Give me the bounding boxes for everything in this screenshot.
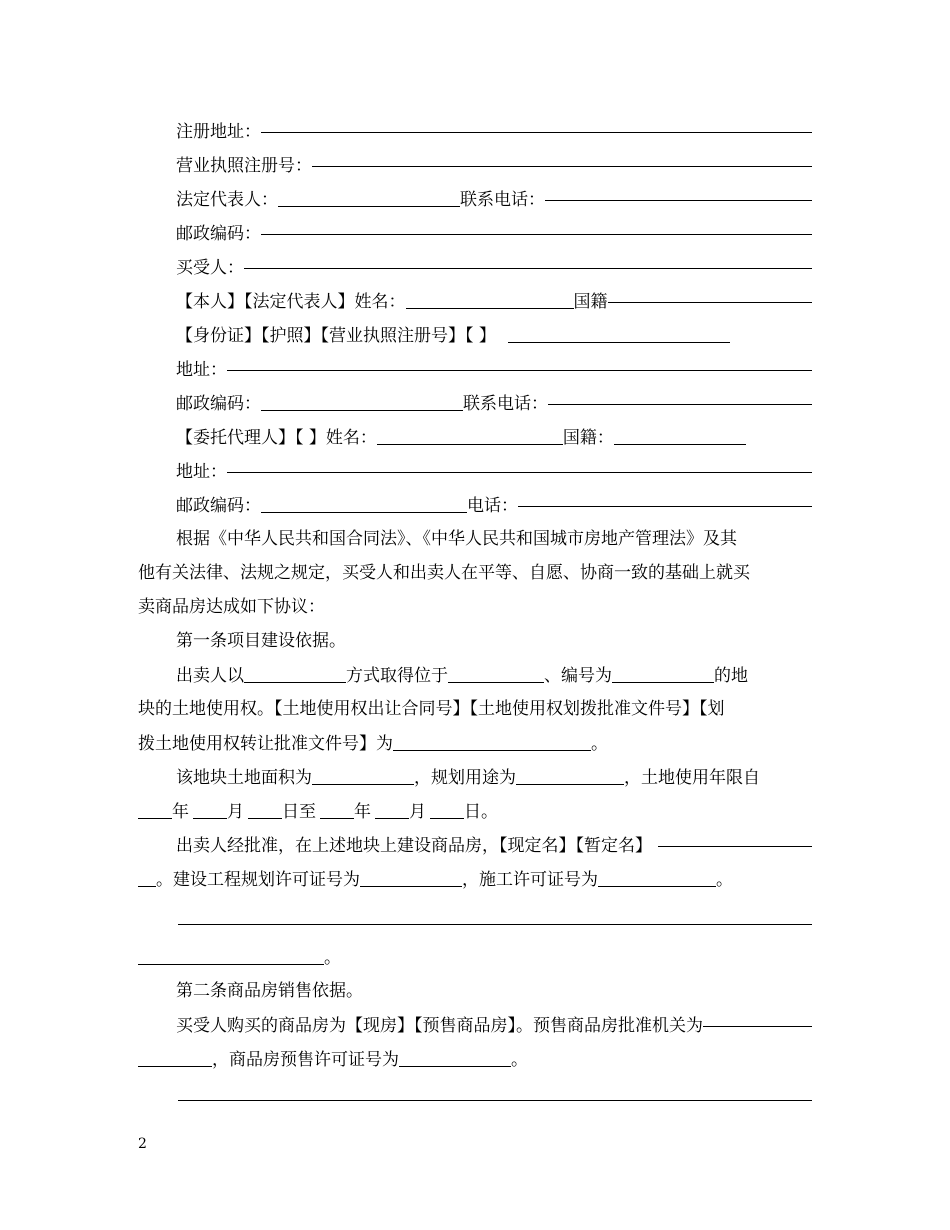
text-presale-authority: 买受人购买的商品房为【现房】【预售商品房】。预售商品房批准机关为 (176, 1016, 703, 1036)
text-planning-permit: 。建设工程规划许可证号为 (156, 870, 360, 890)
start-month-field[interactable] (193, 796, 227, 819)
article-1-p3-line2 (138, 862, 812, 896)
text-land-area: 该地块土地面积为 (176, 768, 312, 788)
agent-phone-label: 电话： (467, 496, 518, 516)
agent-nationality-field[interactable] (614, 422, 746, 445)
buyer-phone-label: 联系电话： (463, 394, 548, 414)
article-1-title: 第一条项目建设依据。 (176, 631, 346, 651)
text-seller-approved: 出卖人经批准，在上述地块上建设商品房，【现定名】【暂定名】 (176, 836, 652, 856)
buyer-address-label: 地址： (176, 360, 227, 380)
text-period-2: 。 (716, 870, 733, 890)
blank-rule-1[interactable] (178, 924, 812, 925)
text-day-to: 日至 (282, 802, 316, 822)
buyer-phone-field[interactable] (548, 382, 812, 405)
start-year-field[interactable] (138, 796, 172, 819)
buyer-label: 买受人： (176, 258, 244, 278)
buyer-name-field[interactable] (406, 286, 574, 309)
text-month-2: 月 (409, 802, 426, 822)
agent-label: 【委托代理人】【 】姓名： (176, 428, 377, 448)
agent-postcode-label: 邮政编码： (176, 496, 261, 516)
article-1-p1-line3 (138, 726, 812, 760)
acquisition-method-field[interactable] (244, 660, 346, 683)
legal-rep-field[interactable] (278, 184, 460, 207)
text-planned-use: ，规划用途为 (414, 768, 516, 788)
intro-line-2: 他有关法律、法规之规定，买受人和出卖人在平等、自愿、协商一致的基础上就买 (138, 563, 750, 583)
reg-address-field[interactable] (261, 110, 812, 133)
reg-address-label: 注册地址： (176, 122, 261, 142)
buyer-id-type-row (138, 318, 812, 352)
text-presale-permit: ，商品房预售许可证号为 (212, 1050, 399, 1070)
approval-doc-number-field[interactable] (393, 728, 591, 751)
article-2-title: 第二条商品房销售依据。 (176, 981, 363, 1001)
text-period-4: 。 (511, 1050, 528, 1070)
text-number-is: 、编号为 (544, 666, 612, 686)
buyer-row (138, 250, 812, 284)
buyer-postcode-field[interactable] (261, 388, 463, 411)
article-1-p2-line1 (138, 760, 812, 794)
article-1-p4-line (138, 940, 812, 974)
license-no-field[interactable] (312, 144, 812, 167)
presale-authority-field[interactable] (703, 1004, 812, 1027)
end-month-field[interactable] (375, 796, 409, 819)
text-month-1: 月 (227, 802, 244, 822)
text-located-at: 方式取得位于 (346, 666, 448, 686)
nationality-label: 国籍 (573, 292, 608, 312)
text-period: 。 (591, 734, 608, 754)
agent-postcode-field[interactable] (261, 490, 467, 513)
buyer-postcode-label: 邮政编码： (176, 394, 261, 414)
text-seller-by: 出卖人以 (176, 666, 244, 686)
buyer-identity-row (138, 284, 812, 318)
seller-postcode-field[interactable] (261, 212, 812, 235)
agent-phone-field[interactable] (518, 484, 812, 507)
article-1-p1-line2: 块的土地使用权。【土地使用权出让合同号】【土地使用权划拨批准文件号】【划 (138, 699, 725, 719)
intro-line-1: 根据《中华人民共和国合同法》、《中华人民共和国城市房地产管理法》及其 (176, 529, 737, 549)
id-number-field[interactable] (508, 320, 730, 343)
intro-line-3: 卖商品房达成如下协议： (138, 597, 325, 617)
presale-permit-field[interactable] (399, 1044, 511, 1067)
text-year-2: 年 (354, 802, 371, 822)
phone-label: 联系电话： (460, 190, 545, 210)
text-period-3: 。 (324, 948, 341, 968)
article-1-p1-line1 (138, 658, 812, 692)
planning-permit-field[interactable] (360, 864, 462, 887)
land-location-field[interactable] (448, 660, 544, 683)
buyer-field[interactable] (244, 246, 812, 269)
seller-postcode-row (138, 216, 812, 250)
land-area-field[interactable] (312, 762, 414, 785)
buyer-address-row (138, 352, 812, 386)
legal-rep-label: 法定代表人： (176, 190, 278, 210)
text-year-1: 年 (172, 802, 189, 822)
license-no-label: 营业执照注册号： (176, 156, 312, 176)
text-transfer-approval: 拨土地使用权转让批准文件号】为 (138, 734, 393, 754)
page-number: 2 (138, 1136, 147, 1152)
id-types-label: 【身份证】【护照】【营业执照注册号】【 】 (176, 326, 496, 346)
identity-label: 【本人】【法定代表人】姓名： (176, 292, 406, 312)
text-land-term: ，土地使用年限自 (624, 768, 760, 788)
article-1-p3-line1 (138, 828, 812, 862)
seller-legal-rep-row (138, 182, 812, 216)
article-1-p2-line2 (138, 794, 812, 828)
buyer-postcode-row (138, 386, 812, 420)
planned-use-field[interactable] (516, 762, 624, 785)
text-of-land: 的地 (714, 666, 748, 686)
seller-phone-field[interactable] (545, 178, 812, 201)
end-day-field[interactable] (430, 796, 464, 819)
blank-field-continuation[interactable] (138, 942, 324, 965)
agent-address-row (138, 454, 812, 488)
agent-postcode-row (138, 488, 812, 522)
construction-permit-field[interactable] (598, 864, 716, 887)
article-2-p1-line1 (138, 1008, 812, 1042)
land-number-field[interactable] (612, 660, 714, 683)
buyer-address-field[interactable] (227, 348, 812, 371)
agent-name-field[interactable] (377, 422, 563, 445)
article-2-p1-line2 (138, 1042, 812, 1076)
text-day-end: 日。 (464, 802, 498, 822)
agent-nationality-label: 国籍： (562, 428, 614, 448)
buyer-nationality-field[interactable] (608, 280, 813, 303)
seller-postcode-label: 邮政编码： (176, 224, 261, 244)
text-construction-permit: ，施工许可证号为 (462, 870, 598, 890)
end-year-field[interactable] (320, 796, 354, 819)
agent-row (138, 420, 812, 454)
housing-name-field[interactable] (658, 824, 812, 847)
agent-address-field[interactable] (227, 450, 812, 473)
start-day-field[interactable] (248, 796, 282, 819)
housing-name-field-cont[interactable] (138, 864, 156, 887)
seller-reg-address-row (138, 114, 812, 148)
agent-address-label: 地址： (176, 462, 227, 482)
presale-authority-field-cont[interactable] (138, 1044, 212, 1067)
blank-rule-2[interactable] (178, 1100, 812, 1101)
seller-license-row (138, 148, 812, 182)
